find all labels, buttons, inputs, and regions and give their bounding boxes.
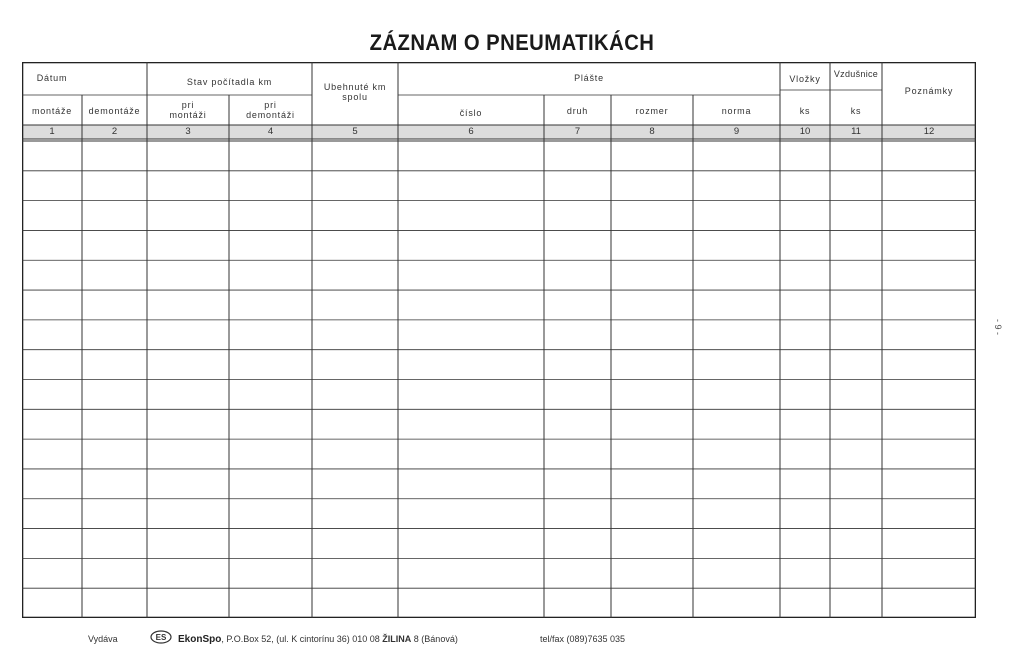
header-datum: Dátum (36, 73, 68, 83)
column-number: 1 (49, 126, 55, 137)
column-number: 8 (649, 126, 655, 137)
header-vzdusnice: Vzdušnice (833, 69, 879, 79)
svg-text:ES: ES (155, 633, 167, 642)
header-vlozky-ks: ks (799, 106, 811, 116)
column-number: 4 (267, 126, 274, 137)
form-title: ZÁZNAM O PNEUMATIKÁCH (369, 30, 655, 55)
header-pri-demontazi-line1: pri (264, 100, 277, 110)
column-number: 2 (111, 126, 118, 137)
header-norma: norma (721, 106, 752, 116)
header-poznamky: Poznámky (904, 86, 954, 96)
header-plaste: Plášte (574, 73, 604, 83)
footer-vydava: Vydáva (88, 634, 118, 644)
header-vlozky: Vložky (789, 74, 821, 84)
column-number: 11 (851, 126, 861, 137)
column-number: 5 (352, 126, 358, 137)
header-montaze: montáže (31, 106, 73, 116)
header-pri-montazi-line2: montáži (169, 110, 207, 120)
header-demontaze: demontáže (88, 106, 141, 116)
outer-border (23, 63, 976, 618)
column-number: 3 (185, 126, 191, 137)
page-number: - 9 - (992, 318, 1003, 336)
column-number: 10 (799, 126, 811, 137)
footer-publisher (178, 634, 458, 645)
column-number: 9 (733, 126, 740, 137)
footer-city: ŽILINA (382, 634, 412, 644)
header-stav-pocitadla: Stav počítadla km (186, 77, 273, 87)
header-ubehnute-line2: spolu (342, 92, 368, 102)
column-number: 12 (923, 126, 935, 137)
header-vzdusnice-ks: ks (850, 106, 862, 116)
column-number: 6 (468, 126, 474, 137)
header-pri-montazi-line1: pri (181, 100, 195, 110)
footer-phone: tel/fax (089)7635 035 (540, 634, 626, 644)
header-druh: druh (566, 106, 589, 116)
header-pri-demontazi-line2: demontáži (246, 110, 295, 120)
footer-district: 8 (Bánová) (411, 634, 458, 644)
column-number: 7 (574, 126, 581, 137)
tire-record-table (22, 62, 976, 618)
table-grid (22, 62, 976, 618)
footer-brand: EkonSpo (178, 634, 222, 645)
header-ubehnute-line1: Ubehnuté km (323, 82, 387, 92)
ekonspo-logo-icon (150, 630, 172, 644)
header-cislo: číslo (459, 108, 483, 118)
header-rozmer: rozmer (635, 106, 669, 116)
footer-address: , P.O.Box 52, (ul. K cintorínu 36) 010 08 (221, 634, 380, 644)
